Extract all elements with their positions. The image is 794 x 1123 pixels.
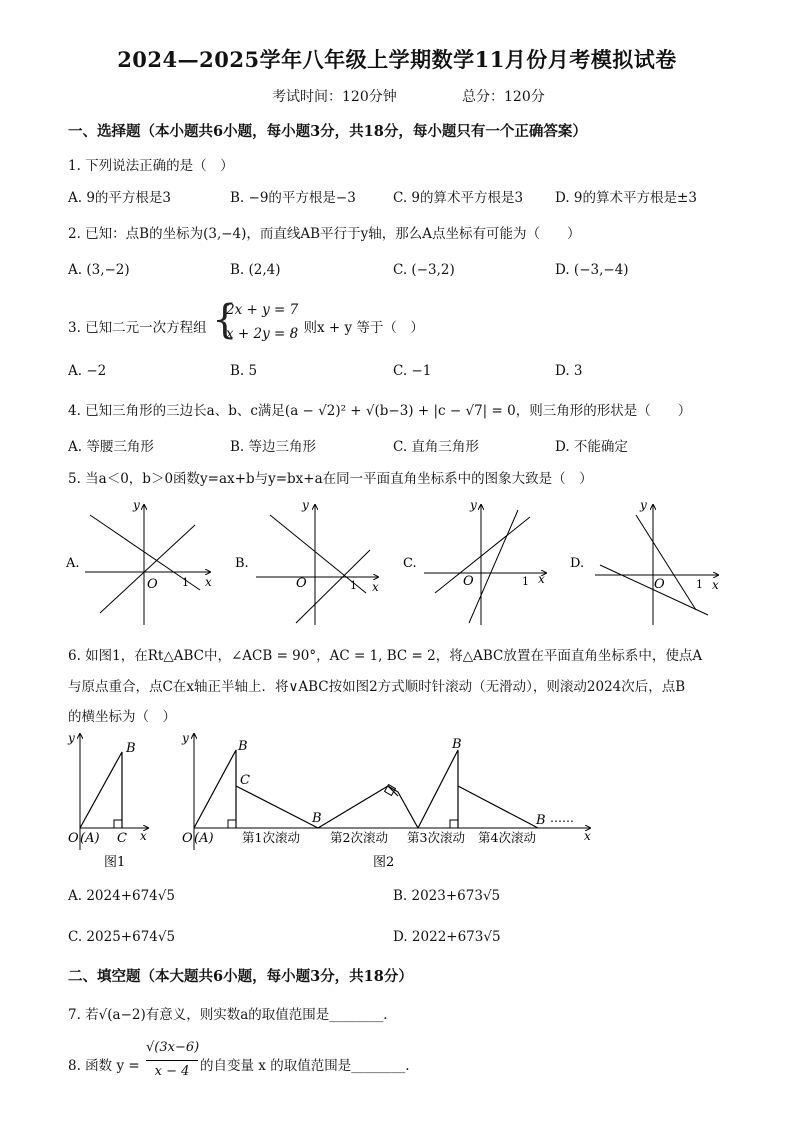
point-b-label: B (126, 741, 136, 756)
equation-system-brace: { (212, 297, 238, 343)
roll-label-4: 第4次滚动 (478, 830, 536, 845)
question-3-suffix: ，则x + y 等于（ ） (290, 320, 424, 336)
one-label: 1 (350, 579, 357, 592)
right-angle-mark (450, 820, 458, 828)
origin-label: O (463, 574, 474, 589)
triangle-roll-4 (458, 786, 538, 828)
figure-1 (67, 731, 148, 870)
origin-label: O (147, 577, 158, 592)
q6-option-a: A. 2024+674√5 (68, 888, 175, 904)
figure-1-caption: 图1 (104, 855, 126, 870)
origin-label: O (296, 576, 307, 591)
q5-graph-d (570, 498, 719, 625)
q3-option-d: D. 3 (555, 363, 583, 379)
point-c-label: C (240, 773, 250, 788)
x-label: x (205, 575, 212, 589)
figure-2 (181, 731, 591, 870)
question-4-stem: 4. 已知三角形的三边长a、b、c满足(a − √2)² + √(b−3) + |c − √7| = 0，则三角形的形状是（ ） (68, 403, 692, 419)
point-c-label: C (117, 831, 127, 846)
q6-option-d: D. 2022+673√5 (393, 929, 501, 945)
question-2-stem: 2. 已知：点B的坐标为(3,−4)，而直线AB平行于y轴，那么A点坐标有可能为（ ） (68, 226, 581, 242)
point-a-label: (A) (194, 831, 214, 846)
roll-label-2: 第2次滚动 (330, 830, 388, 845)
triangle-initial (194, 750, 236, 828)
q2-option-b: B. (2,4) (230, 262, 281, 278)
q1-option-d: D. 9的算术平方根是±3 (555, 190, 697, 206)
q5-label-d: D. (570, 556, 585, 571)
q5-label-c: C. (403, 556, 417, 571)
question-6-line-2: 与原点重合，点C在x轴正半轴上．将∨ABC按如图2方式顺时针滚动（无滑动），则滚动2024次后，点B (68, 679, 686, 695)
q6-option-c: C. 2025+674√5 (68, 929, 176, 945)
fraction-numerator: √(3x−6) (146, 1040, 200, 1055)
q2-option-d: D. (−3,−4) (555, 262, 629, 278)
y-label: y (640, 498, 647, 512)
q6-option-b: B. 2023+673√5 (393, 888, 501, 904)
y-label: y (182, 731, 189, 745)
q6-figures (60, 728, 620, 876)
fraction-bar (146, 1060, 198, 1061)
q5-graph-c (403, 498, 546, 625)
q4-option-b: B. 等边三角形 (230, 439, 317, 455)
origin-label: O (654, 577, 665, 592)
fraction-denominator: x − 4 (154, 1064, 190, 1079)
y-label: y (68, 731, 75, 745)
q3-option-a: A. −2 (68, 363, 107, 379)
question-5-stem: 5. 当a＜0，b＞0函数y=ax+b与y=bx+a在同一平面直角坐标系中的图象大致是（ ） (68, 471, 593, 487)
question-1-stem: 1. 下列说法正确的是（ ） (68, 158, 234, 174)
triangle-roll-3 (418, 750, 458, 828)
q3-option-b: B. 5 (230, 363, 258, 379)
point-b-label: B (536, 813, 546, 828)
x-label: x (538, 572, 545, 586)
line-1 (435, 517, 530, 593)
x-label: x (372, 580, 379, 594)
q2-option-a: A. (3,−2) (68, 262, 130, 278)
point-b-label: B (238, 739, 248, 754)
q5-label-b: B. (235, 556, 249, 571)
question-8-suffix: 的自变量 x 的取值范围是________. (200, 1058, 410, 1074)
q1-option-b: B. −9的平方根是−3 (230, 190, 356, 206)
q4-option-a: A. 等腰三角形 (68, 439, 154, 455)
question-3-prefix: 3. 已知二元一次方程组 (68, 320, 207, 336)
x-label: x (712, 578, 719, 592)
roll-label-1: 第1次滚动 (242, 830, 300, 845)
question-7-stem: 7. 若√(a−2)有意义，则实数a的取值范围是________. (68, 1007, 388, 1023)
y-label: y (302, 498, 309, 512)
q5-graphs (60, 495, 740, 630)
q2-option-c: C. (−3,2) (393, 262, 455, 278)
equation-1: 2x + y = 7 (226, 302, 299, 318)
section-heading-choice: 一、选择题（本小题共6小题，每小题3分，共18分，每小题只有一个正确答案） (68, 123, 587, 140)
x-label: x (140, 829, 147, 843)
right-angle-mark (114, 820, 122, 828)
one-label: 1 (696, 578, 703, 591)
point-b-label: B (312, 811, 322, 826)
q4-option-c: C. 直角三角形 (393, 439, 479, 455)
figure-2-caption: 图2 (373, 855, 395, 870)
equation-2: x + 2y = 8 (226, 326, 299, 342)
question-6-line-1: 6. 如图1，在Rt△ABC中，∠ACB = 90°，AC = 1, BC = 2，将△ABC放置在平面直角坐标系中，使点A (68, 648, 703, 664)
line-2 (296, 550, 370, 623)
total-score: 总分：120分 (462, 89, 545, 105)
section-heading-fill: 二、填空题（本大题共6小题，每小题3分，共18分） (68, 968, 413, 985)
y-label: y (470, 498, 477, 512)
one-label: 1 (522, 575, 529, 588)
q3-option-c: C. −1 (393, 363, 432, 379)
question-8-prefix: 8. 函数 y = (68, 1058, 140, 1074)
one-label: 1 (182, 576, 189, 589)
right-angle-mark (228, 820, 236, 828)
point-a-label: (A) (80, 831, 100, 846)
q5-graph-a (65, 498, 212, 625)
point-o-label: O (68, 831, 79, 846)
triangle-roll-1 (236, 786, 318, 828)
triangle-abc (80, 752, 122, 828)
q4-option-d: D. 不能确定 (555, 439, 628, 455)
ellipsis: …… (550, 811, 574, 825)
q1-option-c: C. 9的算术平方根是3 (393, 190, 524, 206)
q5-graph-b (235, 498, 379, 625)
x-label: x (584, 829, 591, 843)
q1-option-a: A. 9的平方根是3 (68, 190, 172, 206)
page-title: 2024—2025学年八年级上学期数学11月份月考模拟试卷 (117, 47, 677, 72)
triangle-roll-2b (388, 786, 418, 828)
roll-label-3: 第3次滚动 (407, 830, 465, 845)
line-2 (469, 510, 518, 623)
question-6-line-3: 的横坐标为（ ） (68, 709, 176, 725)
y-label: y (133, 498, 140, 512)
point-o-label: O (182, 831, 193, 846)
exam-time: 考试时间：120分钟 (272, 89, 397, 105)
line-2 (100, 525, 195, 613)
q5-label-a: A. (66, 556, 80, 571)
point-b-label: B (452, 737, 462, 752)
